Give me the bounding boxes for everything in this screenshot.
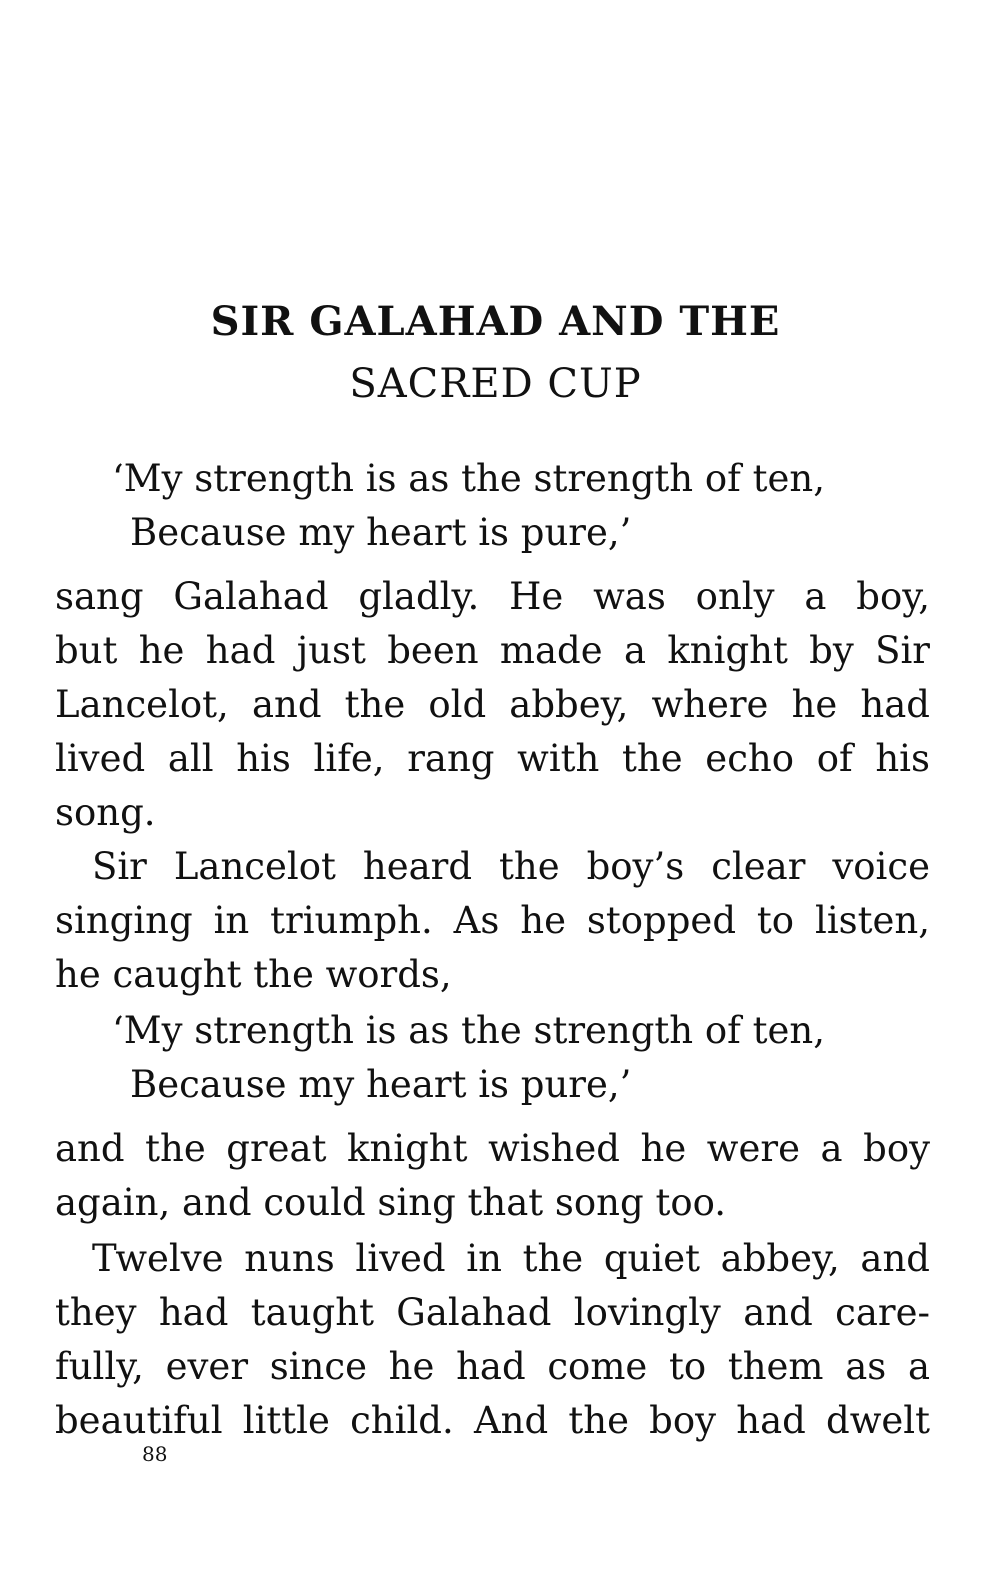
chapter-title-line-1: SIR GALAHAD AND THE bbox=[210, 298, 781, 345]
paragraph-2-line-3: he caught the words, bbox=[55, 953, 452, 996]
chapter-title-line-2: SACRED CUP bbox=[349, 361, 642, 407]
paragraph-4-line-3: fully, ever since he had come to them as a bbox=[55, 1345, 930, 1388]
paragraph-4-line-4: beautiful little child. And the boy had dwelt bbox=[55, 1399, 930, 1442]
verse-a-line-2: Because my heart is pure,’ bbox=[130, 511, 632, 554]
paragraph-3-line-2: again, and could sing that song too. bbox=[55, 1181, 726, 1224]
paragraph-4-line-1: Twelve nuns lived in the quiet abbey, and bbox=[92, 1237, 930, 1280]
paragraph-2-line-2: singing in triumph. As he stopped to listen, bbox=[55, 899, 930, 942]
paragraph-1-line-3: Lancelot, and the old abbey, where he had bbox=[55, 683, 930, 726]
paragraph-1-line-2: but he had just been made a knight by Sir bbox=[55, 629, 930, 672]
paragraph-3-line-1: and the great knight wished he were a boy bbox=[55, 1127, 930, 1170]
verse-b-line-2: Because my heart is pure,’ bbox=[130, 1063, 632, 1106]
paragraph-1-line-1: sang Galahad gladly. He was only a boy, bbox=[55, 575, 930, 618]
verse-a-line-1: ‘My strength is as the strength of ten, bbox=[112, 457, 825, 500]
paragraph-2-line-1: Sir Lancelot heard the boy’s clear voice bbox=[92, 845, 930, 888]
page-number: 88 bbox=[142, 1442, 168, 1466]
paragraph-1-line-4: lived all his life, rang with the echo of his bbox=[55, 737, 930, 780]
verse-b-line-1: ‘My strength is as the strength of ten, bbox=[112, 1009, 825, 1052]
paragraph-1-line-5: song. bbox=[55, 791, 156, 834]
paragraph-4-line-2: they had taught Galahad lovingly and care- bbox=[55, 1291, 930, 1334]
